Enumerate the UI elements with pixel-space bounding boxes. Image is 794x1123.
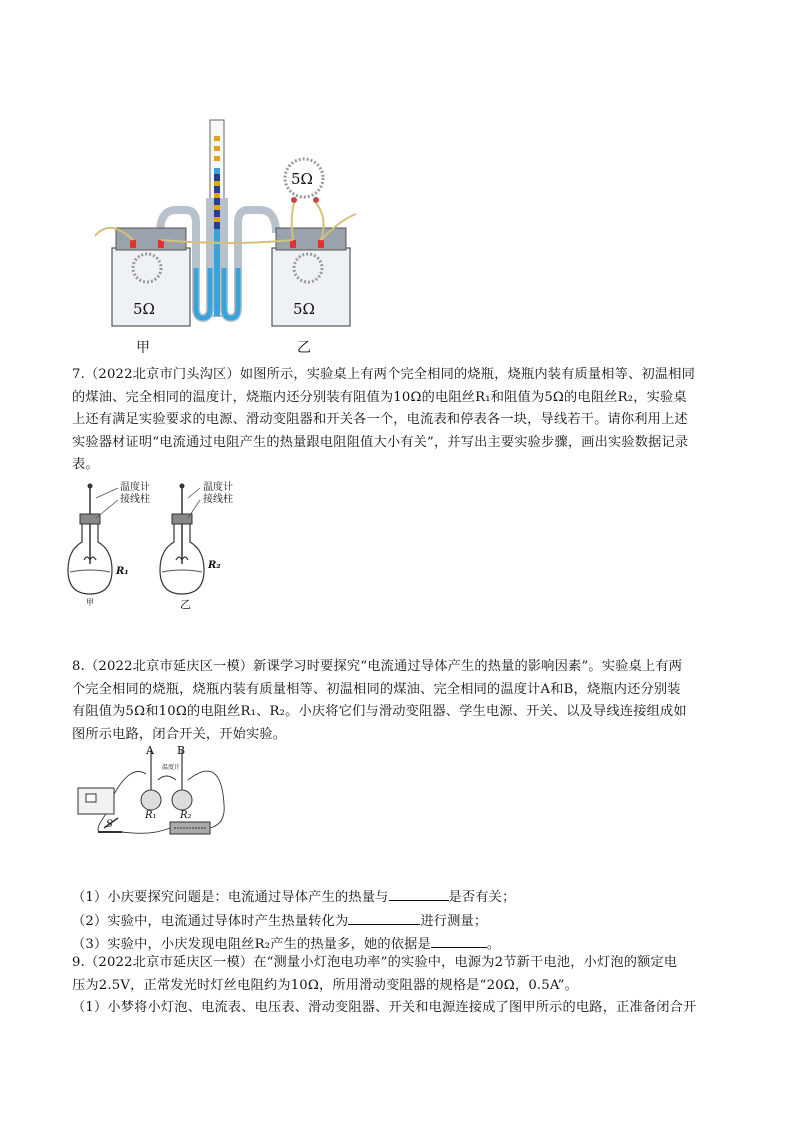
circuit-diagram [76,744,266,844]
switch-label: S [106,819,113,830]
resistor-label-right: 5Ω [293,300,315,318]
r2-label: R₂ [180,810,192,821]
figure-joule-heat-manometer [90,118,360,368]
answer-blank-1[interactable] [389,886,449,901]
figure-label-left: 甲 [136,340,150,356]
answer-blank-2[interactable] [348,910,420,925]
sub-question-1: （1）小庆要探究问题是：电流通过导体产生的热量与 是否有关； [72,886,730,910]
question-7 [72,364,730,477]
r1-label: R₁ [145,810,157,821]
question-7-line: 表。 [72,457,99,472]
terminal-label-left: 接线柱 [120,494,150,505]
question-7-line: 的煤油、完全相同的温度计，烧瓶内还分别装有阻值为10Ω的电阻丝R₁和阻值为5Ω的电阻丝R₂，实验桌 [72,389,687,405]
manometer-diagram [90,118,360,368]
thermometer-b-label: B [177,744,186,757]
figure-label-right: 乙 [297,340,311,356]
figure-circuit [76,744,266,844]
question-7-line: 实验器材证明“电流通过电阻产生的热量跟电阻阻值大小有关”，并写出主要实验步骤，画出实验数据记录 [72,434,689,450]
question-9-line: 9.（2022北京市延庆区一模）在“测量小灯泡电功率”的实验中，电源为2节新干电池，小灯泡的额定电 [72,955,678,970]
terminal-label-right: 接线柱 [203,494,233,505]
flask-label-left: 甲 [86,598,94,607]
question-9-line: 压为2.5V，正常发光时灯丝电阻约为10Ω，所用滑动变阻器的规格是“20Ω，0.5A”。 [72,977,579,993]
thermometer-label-left: 温度计 [120,482,150,493]
question-8-subitems [72,886,730,957]
question-8-line: 8.（2022北京市延庆区一模）新课学习时要探究“电流通过导体产生的热量的影响因素”。实验桌上有两 [72,659,683,674]
thermometer-a-label: A [146,744,154,757]
thermometer-label: 温度计 [162,764,181,771]
question-8-line: 图所示电路，闭合开关，开始实验。 [72,726,287,742]
flask-label-right: 乙 [180,598,191,611]
answer-blank-3[interactable] [431,933,487,948]
thermometer-label-right: 温度计 [203,482,233,493]
question-8-line: 有阻值为5Ω和10Ω的电阻丝R₁、R₂。小庆将它们与滑动变阻器、学生电源、开关、以及导线连接组成如 [72,704,687,719]
question-7-line: 上还有满足实验要求的电源、滑动变阻器和开关各一个，电流表和停表各一块，导线若干。请你利用上述 [72,412,688,427]
r1-label: R₁ [116,566,129,577]
r2-label: R₂ [208,560,221,571]
question-7-line: 7.（2022北京市门头沟区）如图所示，实验桌上有两个完全相同的烧瓶，烧瓶内装有质量相等、初温相同 [72,367,696,382]
resistor-label-left: 5Ω [133,300,155,318]
sub-question-2: （2）实验中，电流通过导体时产生热量转化为 进行测量； [72,910,730,934]
scale-stripes [214,136,220,229]
sub-question-3: （3）实验中，小庆发现电阻丝R₂产生的热量多，她的依据是 。 [72,933,730,957]
question-8 [72,656,730,746]
question-8-line: 个完全相同的烧瓶，烧瓶内装有质量相等、初温相同的煤油、完全相同的温度计A和B，烧瓶内还分别装 [72,681,681,697]
resistor-label-top: 5Ω [291,170,313,188]
question-9-line: （1）小梦将小灯泡、电流表、电压表、滑动变阻器、开关和电源连接成了图甲所示的电路，正准备闭合开 [72,1000,697,1015]
question-9 [72,952,730,1020]
